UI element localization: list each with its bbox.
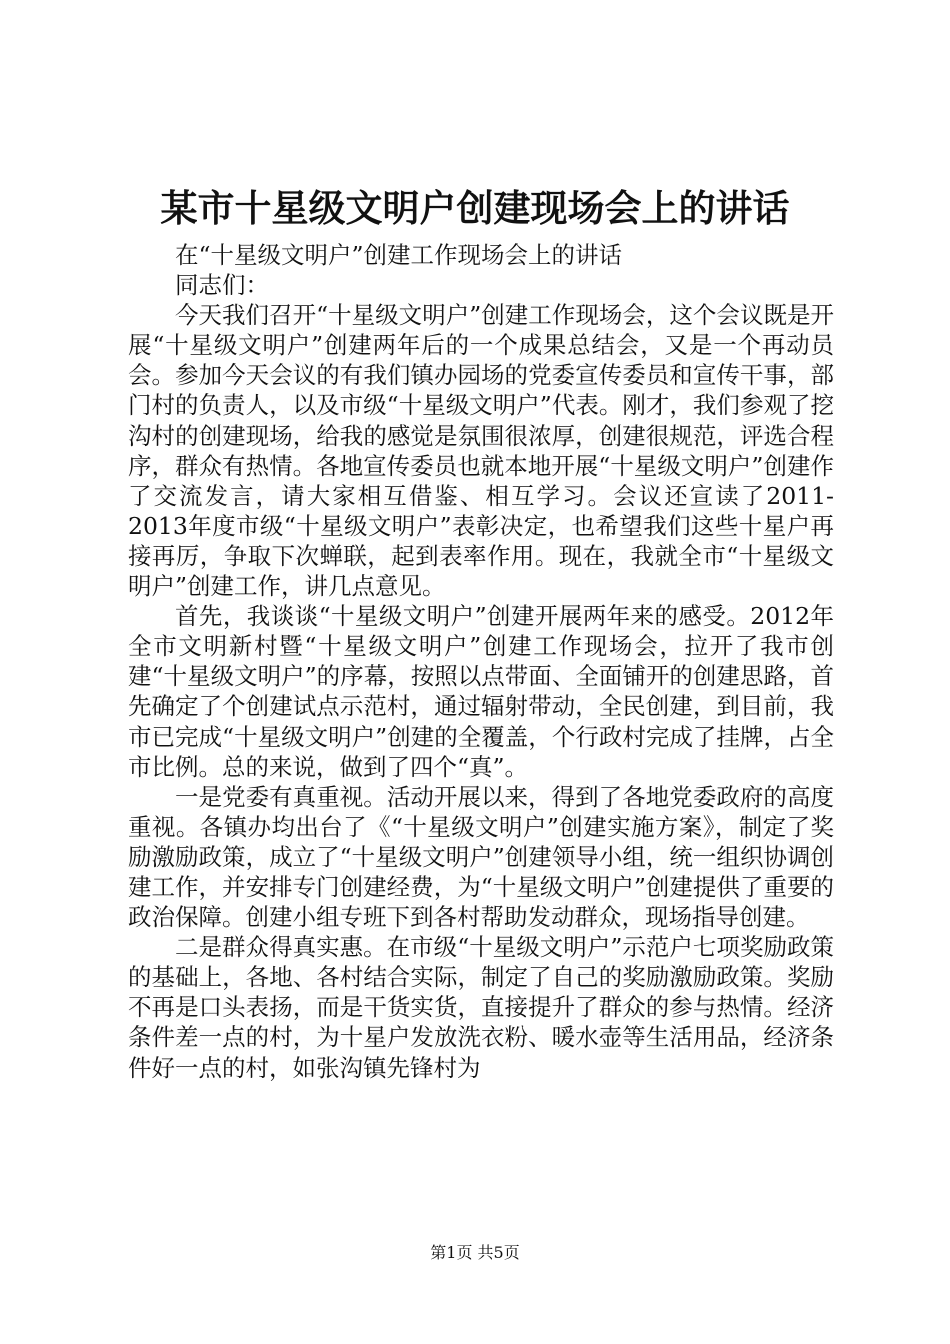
salutation: 同志们： bbox=[175, 271, 269, 300]
speech-subtitle: 在“十星级文明户”创建工作现场会上的讲话 bbox=[175, 241, 623, 269]
document-title: 某市十星级文明户创建现场会上的讲话 bbox=[160, 186, 790, 230]
page-number-footer: 第1页 共5页 bbox=[430, 1243, 520, 1262]
paragraph: 首先，我谈谈“十星级文明户”创建开展两年来的感受。2012年全市文明新村暨“十星级文明户”创建工作现场会，拉开了我市创建“十星级文明户”的序幕，按照以点带面、全面铺开的创建思路，首先确定了个创建试点示范村，通过辐射带动，全民创建，到目前，我市已完成“十星级文明户”创建的全覆盖，个行政村完成了挂牌，占全市比例。总的来说，做到了四个“真”。 bbox=[128, 602, 834, 781]
paragraph: 一是党委有真重视。活动开展以来，得到了各地党委政府的高度重视。各镇办均出台了《“十星级文明户”创建实施方案》，制定了奖励激励政策，成立了“十星级文明户”创建领导小组，统一组织协调创建工作，并安排专门创建经费，为“十星级文明户”创建提供了重要的政治保障。创建小组专班下到各村帮助发动群众，现场指导创建。 bbox=[128, 782, 834, 932]
paragraph: 今天我们召开“十星级文明户”创建工作现场会，这个会议既是开展“十星级文明户”创建两年后的一个成果总结会，又是一个再动员会。参加今天会议的有我们镇办园场的党委宣传委员和宣传干事，部门村的负责人，以及市级“十星级文明户”代表。刚才，我们参观了挖沟村的创建现场，给我的感觉是氛围很浓厚，创建很规范，评选合程序，群众有热情。各地宣传委员也就本地开展“十星级文明户”创建作了交流发言，请大家相互借鉴、相互学习。会议还宣读了2011-2013年度市级“十星级文明户”表彰决定，也希望我们这些十星户再接再厉，争取下次蝉联，起到表率作用。现在，我就全市“十星级文明户”创建工作，讲几点意见。 bbox=[128, 301, 834, 601]
paragraph: 二是群众得真实惠。在市级“十星级文明户”示范户七项奖励政策的基础上，各地、各村结合实际，制定了自己的奖励激励政策。奖励不再是口头表扬，而是干货实货，直接提升了群众的参与热情。经济条件差一点的村，为十星户发放洗衣粉、暖水壶等生活用品，经济条件好一点的村，如张沟镇先锋村为 bbox=[128, 933, 834, 1082]
document-body bbox=[128, 240, 834, 1083]
